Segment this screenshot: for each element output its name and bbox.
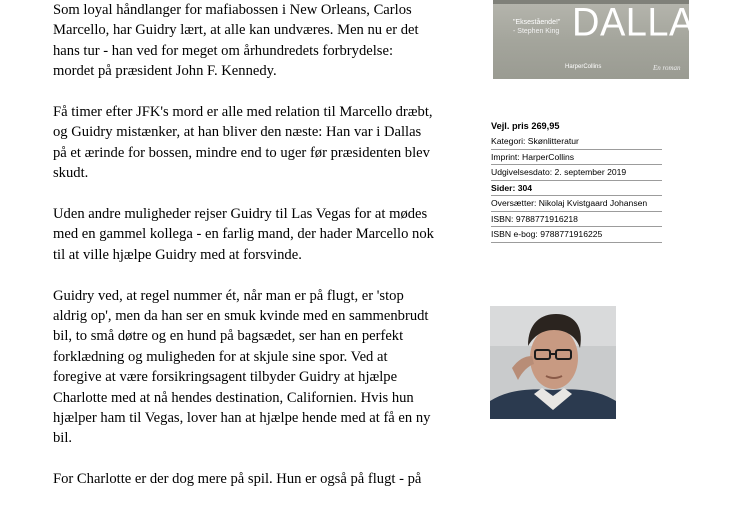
- book-description: [53, 0, 443, 510]
- cover-title: DALLAS: [572, 0, 721, 46]
- description-paragraph: [53, 102, 443, 184]
- text-line: til at ville hjælpe Guidry med at forsvinde.: [53, 246, 302, 263]
- text-line: Få timer efter JFK's mord er alle med relation til Marcello dræbt,: [53, 104, 433, 121]
- fact-row-category: Kategori: Skønlitteratur: [491, 134, 662, 150]
- description-paragraph: [53, 0, 443, 82]
- text-line: Uden andre muligheder rejser Guidry til Las Vegas for at mødes: [53, 206, 428, 223]
- author-portrait-icon: [490, 306, 616, 419]
- text-line: hjælper ham til Vegas, lover han at hjælpe hende med at få en ny: [53, 410, 431, 427]
- text-line: forklædning og muligheden for at skjule sine spor. Ved at: [53, 348, 388, 365]
- text-line: og Guidry mistænker, at han bliver den næste: Han var i Dallas: [53, 124, 422, 141]
- text-line: bil, to små døtre og en hund på bagsædet, ser han en perfekt: [53, 328, 404, 345]
- fact-row-isbn-ebook: ISBN e-bog: 9788771916225: [491, 227, 662, 243]
- fact-row-release-date: Udgivelsesdato: 2. september 2019: [491, 165, 662, 181]
- text-line: skudt.: [53, 165, 89, 182]
- text-line: med en gammel kollega - en farlig mand, der hader Marcello nok: [53, 226, 434, 243]
- text-line: Charlotte med at nå hendes destination, Californien. Hvis hun: [53, 389, 414, 406]
- cover-quote: [513, 18, 560, 36]
- fact-row-translator: Oversætter: Nikolaj Kvistgaard Johansen: [491, 196, 662, 212]
- text-line: på et ærinde for bossen, mindre end to uger før præsidenten blev: [53, 144, 430, 161]
- text-line: mordet på præsident John F. Kennedy.: [53, 63, 277, 80]
- text-line: hans tur - han ved for meget om århundredets forbrydelse:: [53, 42, 394, 59]
- fact-row-isbn: ISBN: 9788771916218: [491, 212, 662, 228]
- cover-publisher: HarperCollins: [565, 64, 602, 70]
- author-photo: [490, 306, 616, 419]
- cover-subtitle: En roman: [653, 64, 681, 72]
- text-line: aldrig op', men da han ser en smuk kvinde med en sammenbrudt: [53, 308, 429, 325]
- book-facts: [491, 118, 662, 243]
- text-line: Som loyal håndlanger for mafiabossen i New Orleans, Carlos: [53, 2, 412, 18]
- text-line: bil.: [53, 430, 73, 447]
- book-cover-image: [493, 0, 721, 79]
- text-line: Marcello, har Guidry lært, at alle kan undværes. Men nu er det: [53, 22, 419, 39]
- description-paragraph: [53, 286, 443, 449]
- fact-row-imprint: Imprint: HarperCollins: [491, 150, 662, 166]
- text-line: foregive at være forsikringsagent tilbyder Guidry at hjælpe: [53, 369, 398, 386]
- cover-quote-author: - Stephen King: [513, 28, 560, 35]
- description-paragraph: [53, 204, 443, 265]
- fact-row-pages: Sider: 304: [491, 181, 662, 197]
- description-paragraph: [53, 469, 443, 489]
- text-line: For Charlotte er der dog mere på spil. Hun er også på flugt - på: [53, 471, 422, 488]
- text-line: Guidry ved, at regel nummer ét, når man er på flugt, er 'stop: [53, 287, 404, 304]
- cover-quote-text: "Eksestående!": [513, 19, 561, 26]
- price-label: Vejl. pris 269,95: [491, 121, 560, 131]
